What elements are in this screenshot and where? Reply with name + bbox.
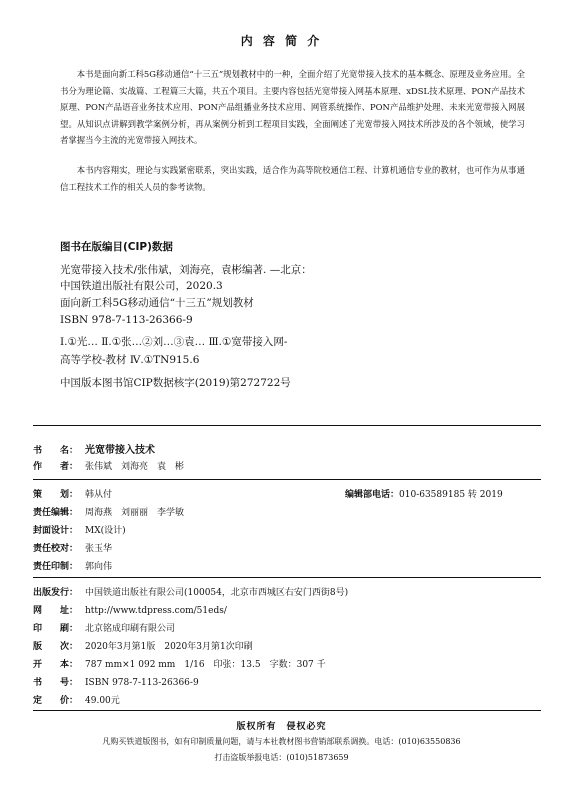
url-value: http://www.tdpress.com/51eds/ — [85, 606, 227, 616]
author-row — [33, 459, 184, 472]
format-value: 787 mm×1 092 mm 1/16 印张：13.5 字数：307 千 — [85, 660, 326, 670]
printer-label: 印 刷： — [33, 624, 79, 634]
book-title-value: 光宽带接入技术 — [85, 445, 155, 456]
cip-line: Ⅰ.①光… Ⅱ.①张…②刘…③袁… Ⅲ.①宽带接入网- — [60, 336, 288, 348]
editor-row — [33, 505, 184, 518]
isbn-row — [33, 675, 199, 688]
publisher-value: 中国铁道出版社有限公司(100054，北京市西城区右安门西街8号) — [85, 588, 349, 598]
edition-label: 版 次： — [33, 642, 79, 652]
url-label: 网 址： — [33, 606, 79, 616]
author-value: 张伟斌 刘海亮 袁 彬 — [85, 462, 185, 472]
divider — [33, 479, 541, 480]
editor-value: 周海燕 刘丽丽 李学敏 — [85, 508, 185, 518]
printer-row — [33, 621, 175, 634]
divider — [33, 577, 541, 578]
book-title-label: 书 名： — [33, 446, 79, 456]
price-value: 49.00元 — [85, 696, 120, 706]
piracy-hotline: 打击盗版举报电话：(010)51873659 — [214, 753, 349, 762]
divider — [33, 425, 541, 426]
book-title-row — [33, 441, 155, 456]
isbn-value: ISBN 978-7-113-26366-9 — [85, 678, 199, 688]
publisher-label: 出版发行： — [33, 588, 79, 598]
planner-row — [33, 487, 112, 500]
isbn-label: 书 号： — [33, 678, 79, 688]
cip-line: 高等学校-教材 Ⅳ.①TN915.6 — [60, 354, 200, 366]
phone-row — [345, 487, 503, 500]
cip-line: 中国铁道出版社有限公司，2020.3 — [60, 280, 223, 292]
cover-value: MX(设计) — [85, 526, 126, 536]
cip-line: 面向新工科5G移动通信“十三五”规划教材 — [60, 297, 254, 309]
planner-value: 韩从付 — [85, 490, 113, 500]
proof-row — [33, 541, 112, 554]
printer-value: 北京铭成印刷有限公司 — [85, 624, 176, 634]
proof-label: 责任校对： — [33, 544, 79, 554]
cip-line: 中国版本图书馆CIP数据核字(2019)第272722号 — [60, 377, 291, 389]
cip-line: 光宽带接入技术/张伟斌，刘海亮，袁彬编著. —北京： — [60, 264, 312, 276]
edition-value: 2020年3月第1版 2020年3月第1次印刷 — [85, 642, 253, 652]
quality-notice: 凡购买铁道版图书，如有印制质量问题，请与本社教材图书营销部联系调换。电话：(010)63550836 — [102, 737, 461, 746]
rights-notice: 版权所有 侵权必究 — [236, 722, 327, 732]
summary-paragraph-1: 本书是面向新工科5G移动通信“十三五”规划教材中的一种，全面介绍了光宽带接入技术的基本概念、原理及业务应用。全书分为理论篇、实战篇、工程篇三大篇，共五个项目。主要内容包括光宽带接入网基本原理、xDSL技术原理、PON产品技术原理、PON产品语音业务技术应用、PON产品组播业务技术应用、网管系统操作、PON产品维护处理、未来光宽带接入网展望。从知识点讲解到教学案例分析，再从案例分析到工程项目实践，全面阐述了光宽带接入网技术所涉及的各个领域，使学习者掌握当今主流的光宽带接入网技术。 — [60, 69, 525, 145]
summary-title: 内 容 简 介 — [240, 34, 323, 48]
summary-paragraph-2: 本书内容翔实，理论与实践紧密联系，突出实践，适合作为高等院校通信工程、计算机通信专业的教材，也可作为从事通信工程技术工作的相关人员的参考读物。 — [60, 165, 525, 192]
print-manager-label: 责任印制： — [33, 562, 79, 572]
editor-label: 责任编辑： — [33, 508, 79, 518]
cover-label: 封面设计： — [33, 526, 79, 536]
cip-heading: 图书在版编目(CIP)数据 — [60, 241, 173, 253]
url-row — [33, 603, 227, 616]
phone-value: 010-63589185 转 2019 — [399, 490, 503, 500]
publisher-row — [33, 585, 348, 598]
proof-value: 张玉华 — [85, 544, 113, 554]
price-row — [33, 693, 120, 706]
author-label: 作 者： — [33, 462, 79, 472]
edition-row — [33, 639, 253, 652]
cover-row — [33, 523, 126, 536]
format-row — [33, 657, 326, 670]
print-manager-row — [33, 559, 112, 572]
format-label: 开 本： — [33, 660, 79, 670]
cip-line: ISBN 978-7-113-26366-9 — [60, 314, 193, 326]
planner-label: 策 划： — [33, 490, 79, 500]
phone-label: 编辑部电话： — [345, 490, 400, 500]
print-manager-value: 郭向伟 — [85, 562, 113, 572]
price-label: 定 价： — [33, 696, 79, 706]
divider — [33, 710, 541, 711]
